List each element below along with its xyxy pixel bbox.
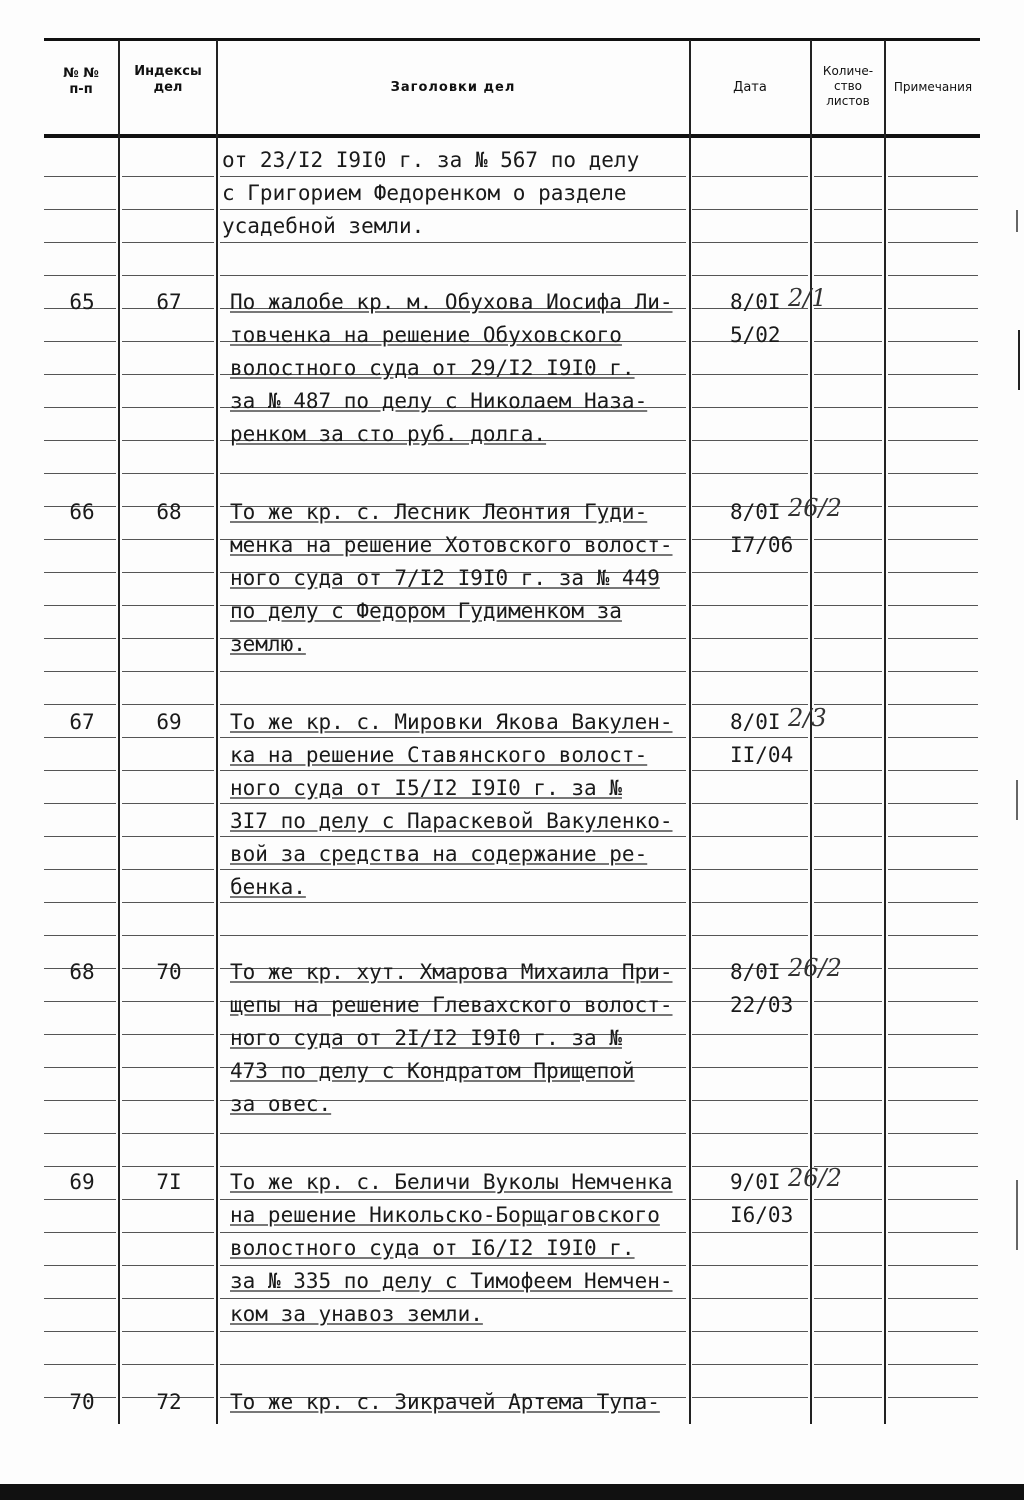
ruled-line [122, 572, 214, 573]
ruled-line [220, 1133, 686, 1134]
sheet-count-handwritten: 26/2 [788, 494, 842, 522]
ruled-line [44, 209, 116, 210]
ruled-line [888, 770, 978, 771]
ruled-line [122, 770, 214, 771]
ruled-line [888, 506, 978, 507]
ruled-line [122, 539, 214, 540]
column-divider [810, 40, 812, 1424]
entry-number: 70 [69, 1390, 95, 1414]
ruled-line [692, 671, 808, 672]
ruled-line [44, 803, 116, 804]
ruled-line [692, 572, 808, 573]
ruled-line [814, 1232, 882, 1233]
ruled-line [888, 869, 978, 870]
ruled-line [122, 341, 214, 342]
ruled-line [814, 869, 882, 870]
ruled-line [888, 1166, 978, 1167]
ruled-line [122, 1298, 214, 1299]
ruled-line [44, 605, 116, 606]
ruled-line [888, 1001, 978, 1002]
ruled-line [888, 836, 978, 837]
ruled-line [814, 473, 882, 474]
entry-date: 9/0I [730, 1170, 781, 1194]
ruled-line [814, 539, 882, 540]
title-line: за № 335 по делу с Тимофеем Немчен- [230, 1269, 673, 1293]
ruled-line [122, 1331, 214, 1332]
ruled-line [122, 1034, 214, 1035]
header-index: Индексы дел [134, 64, 202, 96]
ruled-line [220, 275, 686, 276]
ruled-line [814, 1364, 882, 1365]
ruled-line [814, 209, 882, 210]
ruled-line [122, 242, 214, 243]
ruled-line [888, 902, 978, 903]
ruled-line [44, 902, 116, 903]
ruled-line [888, 341, 978, 342]
ruled-line [888, 407, 978, 408]
title-line: с Григорием Федоренком о разделе [222, 181, 627, 205]
ruled-line [692, 209, 808, 210]
ruled-line [888, 737, 978, 738]
title-line: бенка. [230, 875, 306, 899]
header-top-rule [44, 38, 980, 41]
header-title: Заголовки дел [390, 80, 516, 95]
margin-mark [1016, 780, 1018, 820]
ruled-line [692, 176, 808, 177]
entry-date: I7/06 [730, 533, 794, 557]
ruled-line [44, 1364, 116, 1365]
ruled-line [814, 1265, 882, 1266]
ruled-line [44, 1298, 116, 1299]
entry-date: 5/02 [730, 323, 781, 347]
ruled-line [888, 539, 978, 540]
ruled-line [888, 176, 978, 177]
entry-date: 22/03 [730, 993, 794, 1017]
ruled-line [692, 935, 808, 936]
ruled-line [888, 1397, 978, 1398]
scan-border [0, 1484, 1024, 1500]
margin-mark [1018, 330, 1020, 390]
ruled-line [122, 638, 214, 639]
ruled-line [122, 1364, 214, 1365]
title-line: от 23/I2 I9I0 г. за № 567 по делу [222, 148, 640, 172]
ruled-line [888, 1199, 978, 1200]
title-line: за овес. [230, 1092, 332, 1116]
ruled-line [122, 803, 214, 804]
ruled-line [44, 341, 116, 342]
title-line: 3I7 по делу с Параскевой Вакуленко- [230, 809, 673, 833]
title-line: То же кр. с. Мировки Якова Вакулен- [230, 710, 673, 734]
ruled-line [220, 935, 686, 936]
ruled-line [44, 1133, 116, 1134]
entry-index: 7I [156, 1170, 182, 1194]
ruled-line [692, 275, 808, 276]
sheet-count-handwritten: 2/3 [788, 704, 827, 732]
ruled-line [814, 638, 882, 639]
ruled-line [692, 242, 808, 243]
title-line: волостного суда от 29/I2 I9I0 г. [230, 356, 635, 380]
ruled-line [122, 605, 214, 606]
ruled-line [122, 836, 214, 837]
ruled-line [44, 1067, 116, 1068]
title-line: ного суда от 7/I2 I9I0 г. за № 449 [230, 566, 660, 590]
ruled-line [888, 374, 978, 375]
entry-number: 69 [69, 1170, 95, 1194]
entry-date: II/04 [730, 743, 794, 767]
header-bottom-rule [44, 134, 980, 138]
ruled-line [122, 1067, 214, 1068]
ruled-line [44, 539, 116, 540]
title-line: товченка на решение Обуховского [230, 323, 622, 347]
ruled-line [220, 704, 686, 705]
ruled-line [44, 1232, 116, 1233]
ruled-line [692, 1232, 808, 1233]
ruled-line [814, 440, 882, 441]
header-notes: Примечания [893, 80, 973, 94]
title-line: ного суда от I5/I2 I9I0 г. за № [230, 776, 622, 800]
ruled-line [44, 869, 116, 870]
ruled-line [122, 1001, 214, 1002]
ruled-line [888, 968, 978, 969]
ruled-line [692, 1331, 808, 1332]
ruled-line [814, 1001, 882, 1002]
sheet-count-handwritten: 2/1 [788, 284, 827, 312]
column-divider [689, 40, 691, 1424]
ruled-line [814, 803, 882, 804]
header-count: Количе- ство листов [822, 64, 874, 108]
ruled-line [888, 704, 978, 705]
ruled-line [814, 1397, 882, 1398]
entry-index: 69 [156, 710, 182, 734]
ruled-line [888, 1133, 978, 1134]
ruled-line [888, 671, 978, 672]
ruled-line [122, 902, 214, 903]
ruled-line [888, 803, 978, 804]
ruled-line [814, 1034, 882, 1035]
ruled-line [888, 473, 978, 474]
title-line: по делу с Федором Гудименком за [230, 599, 622, 623]
title-line: ренком за сто руб. долга. [230, 422, 547, 446]
ruled-line [814, 1199, 882, 1200]
ruled-line [122, 407, 214, 408]
ruled-line [122, 209, 214, 210]
ruled-line [44, 671, 116, 672]
ruled-line [888, 1265, 978, 1266]
ruled-line [814, 1100, 882, 1101]
ruled-line [814, 605, 882, 606]
ruled-line [692, 605, 808, 606]
entry-number: 68 [69, 960, 95, 984]
title-line: ка на решение Ставянского волост- [230, 743, 648, 767]
ruled-line [888, 1100, 978, 1101]
ruled-line [814, 374, 882, 375]
entry-index: 70 [156, 960, 182, 984]
ruled-line [814, 671, 882, 672]
ruled-line [888, 440, 978, 441]
ruled-line [692, 803, 808, 804]
ruled-line [44, 1199, 116, 1200]
column-divider [884, 40, 886, 1424]
title-line: То же кр. хут. Хмарова Михаила При- [230, 960, 673, 984]
ruled-line [692, 1265, 808, 1266]
ruled-line [44, 1034, 116, 1035]
ruled-line [44, 572, 116, 573]
entry-date: 8/0I [730, 290, 781, 314]
title-line: По жалобе кр. м. Обухова Иосифа Ли- [230, 290, 673, 314]
ruled-line [814, 935, 882, 936]
ruled-line [122, 869, 214, 870]
ruled-line [122, 704, 214, 705]
column-divider [216, 40, 218, 1424]
ruled-line [44, 935, 116, 936]
ruled-line [814, 1133, 882, 1134]
ruled-line [692, 869, 808, 870]
ruled-line [814, 572, 882, 573]
ruled-line [814, 242, 882, 243]
ruled-line [44, 1265, 116, 1266]
title-line: щепы на решение Глевахского волост- [230, 993, 673, 1017]
ruled-line [692, 1100, 808, 1101]
ruled-line [220, 1364, 686, 1365]
header-date: Дата [733, 80, 767, 95]
ruled-line [814, 341, 882, 342]
ruled-line [814, 737, 882, 738]
ruled-line [44, 440, 116, 441]
ruled-line [44, 836, 116, 837]
ruled-line [692, 1133, 808, 1134]
ruled-line [888, 1034, 978, 1035]
ruled-line [692, 1397, 808, 1398]
ruled-line [44, 704, 116, 705]
title-line: землю. [230, 632, 306, 656]
sheet-count-handwritten: 26/2 [788, 954, 842, 982]
ruled-line [692, 902, 808, 903]
ruled-line [44, 1331, 116, 1332]
ruled-line [814, 1331, 882, 1332]
ruled-line [122, 1133, 214, 1134]
title-line: То же кр. с. Зикрачей Артема Тупа- [230, 1390, 660, 1414]
ruled-line [692, 407, 808, 408]
ruled-line [814, 176, 882, 177]
ruled-line [888, 572, 978, 573]
ruled-line [692, 1034, 808, 1035]
title-line: ного суда от 2I/I2 I9I0 г. за № [230, 1026, 622, 1050]
ruled-line [44, 473, 116, 474]
ruled-line [692, 1067, 808, 1068]
ruled-line [122, 473, 214, 474]
ruled-line [44, 770, 116, 771]
entry-number: 65 [69, 290, 95, 314]
margin-mark [1016, 1180, 1018, 1250]
ruled-line [888, 1232, 978, 1233]
ruled-line [888, 935, 978, 936]
ruled-line [888, 308, 978, 309]
title-line: вой за средства на содержание ре- [230, 842, 648, 866]
ruled-line [692, 473, 808, 474]
ruled-line [888, 242, 978, 243]
ruled-line [122, 275, 214, 276]
ruled-line [692, 836, 808, 837]
ruled-line [122, 1100, 214, 1101]
ruled-line [220, 671, 686, 672]
title-line: усадебной земли. [222, 214, 425, 238]
ruled-line [814, 1067, 882, 1068]
entry-date: 8/0I [730, 500, 781, 524]
ruled-line [888, 1298, 978, 1299]
ruled-line [888, 1364, 978, 1365]
ruled-line [888, 275, 978, 276]
ruled-line [44, 638, 116, 639]
ruled-line [122, 1265, 214, 1266]
ruled-line [692, 1298, 808, 1299]
entry-number: 67 [69, 710, 95, 734]
ruled-line [122, 176, 214, 177]
ruled-line [814, 1298, 882, 1299]
ruled-line [220, 473, 686, 474]
ruled-line [814, 275, 882, 276]
margin-mark [1016, 210, 1018, 232]
ruled-line [44, 1001, 116, 1002]
ruled-line [220, 1331, 686, 1332]
ruled-line [44, 374, 116, 375]
title-line: на решение Никольско-Борщаговского [230, 1203, 660, 1227]
ruled-line [44, 242, 116, 243]
title-line: ком за унавоз земли. [230, 1302, 483, 1326]
ruled-line [122, 1199, 214, 1200]
ruled-line [44, 1100, 116, 1101]
ruled-line [888, 605, 978, 606]
ruled-line [122, 1232, 214, 1233]
title-line: за № 487 по делу с Николаем Наза- [230, 389, 648, 413]
ruled-line [814, 407, 882, 408]
ruled-line [692, 440, 808, 441]
title-line: 473 по делу с Кондратом Прищепой [230, 1059, 635, 1083]
column-divider [118, 40, 120, 1424]
ruled-line [814, 770, 882, 771]
ruled-line [692, 638, 808, 639]
entry-date: I6/03 [730, 1203, 794, 1227]
sheet-count-handwritten: 26/2 [788, 1164, 842, 1192]
header-number: № № п-п [63, 66, 99, 98]
entry-number: 66 [69, 500, 95, 524]
ruled-line [122, 671, 214, 672]
entry-date: 8/0I [730, 960, 781, 984]
ruled-line [814, 836, 882, 837]
ruled-line [692, 374, 808, 375]
ruled-line [692, 1364, 808, 1365]
ruled-line [888, 638, 978, 639]
ruled-line [888, 209, 978, 210]
title-line: То же кр. с. Лесник Леонтия Гуди- [230, 500, 648, 524]
ruled-line [888, 1331, 978, 1332]
entry-index: 67 [156, 290, 182, 314]
ruled-line [44, 176, 116, 177]
ruled-line [44, 275, 116, 276]
title-line: То же кр. с. Беличи Вуколы Немченка [230, 1170, 673, 1194]
entry-index: 72 [156, 1390, 182, 1414]
entry-date: 8/0I [730, 710, 781, 734]
ruled-line [122, 440, 214, 441]
ruled-line [122, 374, 214, 375]
ruled-line [814, 902, 882, 903]
title-line: менка на решение Хотовского волост- [230, 533, 673, 557]
entry-index: 68 [156, 500, 182, 524]
ruled-line [44, 407, 116, 408]
ruled-line [122, 935, 214, 936]
title-line: волостного суда от I6/I2 I9I0 г. [230, 1236, 635, 1260]
ruled-line [888, 1067, 978, 1068]
